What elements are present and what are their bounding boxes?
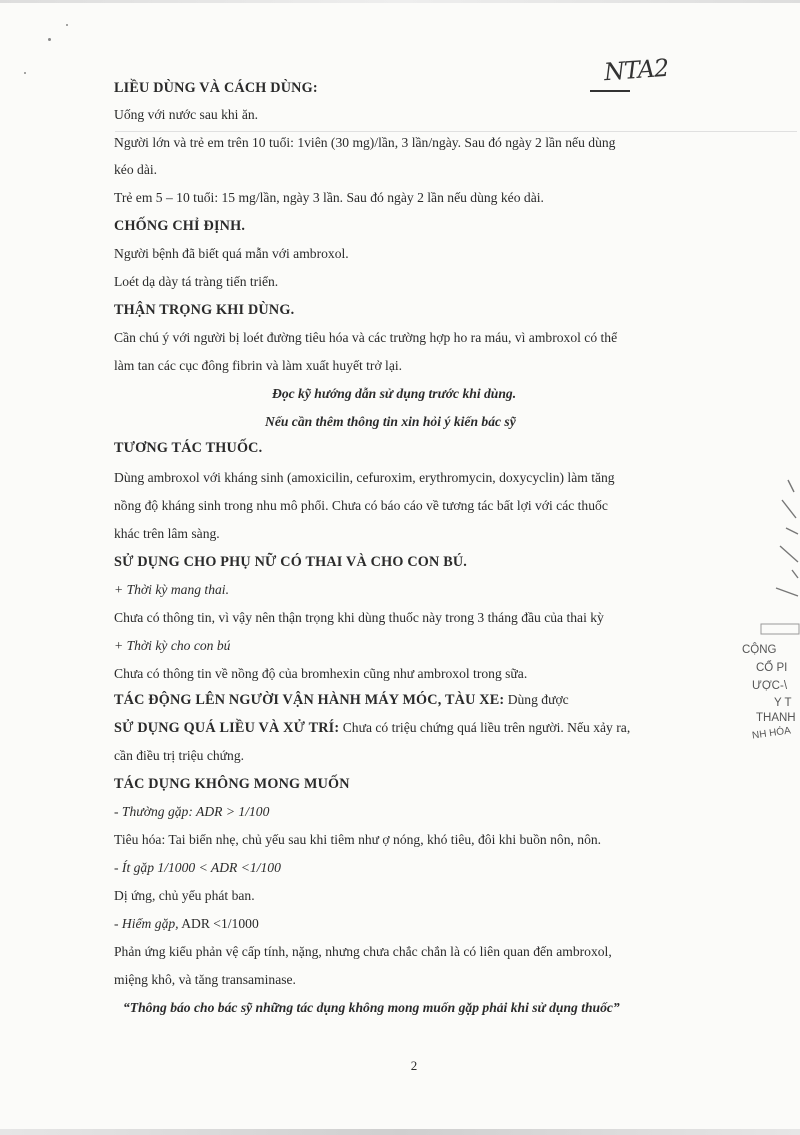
text-line: Người lớn và trẻ em trên 10 tuổi: 1viên (30 mg)/lần, 3 lần/ngày. Sau đó ngày 2 lần nếu dùng: [114, 135, 616, 150]
heading-contraindications: CHỐNG CHỈ ĐỊNH.: [114, 218, 246, 234]
stamp-fragment-logo: [760, 622, 800, 639]
text-line: Loét dạ dày tá tràng tiến triển.: [114, 274, 279, 289]
machinery-text: Dùng được: [504, 692, 569, 707]
text-line: Cần chú ý với người bị loét đường tiêu hóa và các trường hợp ho ra máu, vì ambroxol có thể: [114, 330, 618, 345]
text-line: Dị ứng, chủ yếu phát ban.: [114, 888, 255, 903]
text-line: Chưa có thông tin về nồng độ của bromhexin cũng như ambroxol trong sữa.: [114, 666, 528, 681]
stamp-fragment: THANH: [756, 712, 796, 724]
text-line: cần điều trị triệu chứng.: [114, 748, 245, 763]
warning-ask-doctor: Nếu cần thêm thông tin xin hỏi ý kiến bác sỹ: [265, 414, 516, 429]
signature-underline: [590, 90, 630, 92]
text-line: làm tan các cục đông fibrin và làm xuất huyết trở lại.: [114, 358, 403, 373]
stamp-fragment: ƯỢC-\: [752, 680, 788, 692]
warning-read-instructions: Đọc kỹ hướng dẫn sử dụng trước khi dùng.: [272, 386, 517, 401]
text-line: Trẻ em 5 – 10 tuổi: 15 mg/lần, ngày 3 lần. Sau đó ngày 2 lần nếu dùng kéo dài.: [114, 190, 544, 205]
stamp-fragment: CỔ PI: [756, 662, 788, 674]
stamp-edge-marks: [752, 470, 800, 610]
subheading-common: - Thường gặp: ADR > 1/100: [114, 804, 270, 819]
text-line: nồng độ kháng sinh trong nhu mô phổi. Chưa có báo cáo về tương tác bất lợi với các thuốc: [114, 498, 608, 513]
stamp-fragment: Y T: [774, 697, 792, 709]
stamp-fragment: NH HÓA: [751, 725, 792, 742]
heading-pregnancy: SỬ DỤNG CHO PHỤ NỮ CÓ THAI VÀ CHO CON BÚ.: [114, 554, 468, 570]
text-line: miệng khô, và tăng transaminase.: [114, 972, 296, 987]
scan-speck: [24, 72, 26, 74]
report-side-effects-note: “Thông báo cho bác sỹ những tác dụng không mong muốn gặp phải khi sử dụng thuốc”: [123, 1000, 620, 1015]
page-number: 2: [410, 1058, 418, 1073]
text-line: Uống với nước sau khi ăn.: [114, 107, 259, 122]
text-line: Tiêu hóa: Tai biến nhẹ, chủ yếu sau khi tiêm như ợ nóng, khó tiêu, đôi khi buồn nôn, nôn.: [114, 832, 602, 847]
subheading-uncommon: - Ít gặp 1/1000 < ADR <1/100: [114, 860, 281, 875]
rare-line: [114, 916, 259, 932]
heading-machinery: TÁC ĐỘNG LÊN NGƯỜI VẬN HÀNH MÁY MÓC, TÀU XE:: [114, 692, 505, 708]
stamp-logo-icon: [760, 622, 800, 636]
scan-edge-bottom: [0, 1129, 800, 1135]
text-line: kéo dài.: [114, 162, 158, 177]
machinery-line: [114, 692, 569, 709]
overdose-text: Chưa có triệu chứng quá liều trên người. Nếu xảy ra,: [339, 720, 631, 735]
heading-overdose: SỬ DỤNG QUÁ LIỀU VÀ XỬ TRÍ:: [114, 720, 340, 736]
heading-precautions: THẬN TRỌNG KHI DÙNG.: [114, 302, 295, 318]
subheading-pregnancy: + Thời kỳ mang thai.: [114, 582, 229, 597]
scan-artifact-line: [115, 131, 797, 132]
text-line: Dùng ambroxol với kháng sinh (amoxicilin, cefuroxim, erythromycin, doxycyclin) làm tăng: [114, 470, 615, 485]
scan-edge-top: [0, 0, 800, 3]
overdose-line: [114, 720, 630, 737]
heading-side-effects: TÁC DỤNG KHÔNG MONG MUỐN: [114, 776, 350, 792]
scan-speck: [48, 38, 51, 41]
text-line: Chưa có thông tin, vì vậy nên thận trọng khi dùng thuốc này trong 3 tháng đầu của thai kỳ: [114, 610, 604, 625]
subheading-rare: - Hiếm gặp,: [114, 916, 179, 931]
heading-interactions: TƯƠNG TÁC THUỐC.: [114, 440, 263, 456]
stamp-fragment: CỘNG: [742, 644, 777, 656]
text-line: Người bệnh đã biết quá mẫn với ambroxol.: [114, 246, 349, 261]
text-line: khác trên lâm sàng.: [114, 526, 220, 541]
subheading-breastfeeding: + Thời kỳ cho con bú: [114, 638, 231, 653]
rare-text: ADR <1/1000: [178, 916, 259, 931]
handwritten-signature: NTA2: [603, 53, 670, 87]
text-line: Phản ứng kiểu phản vệ cấp tính, nặng, nhưng chưa chắc chắn là có liên quan đến ambroxol,: [114, 944, 612, 959]
scan-speck: [66, 24, 68, 26]
heading-dosage: LIỀU DÙNG VÀ CÁCH DÙNG:: [114, 80, 318, 96]
